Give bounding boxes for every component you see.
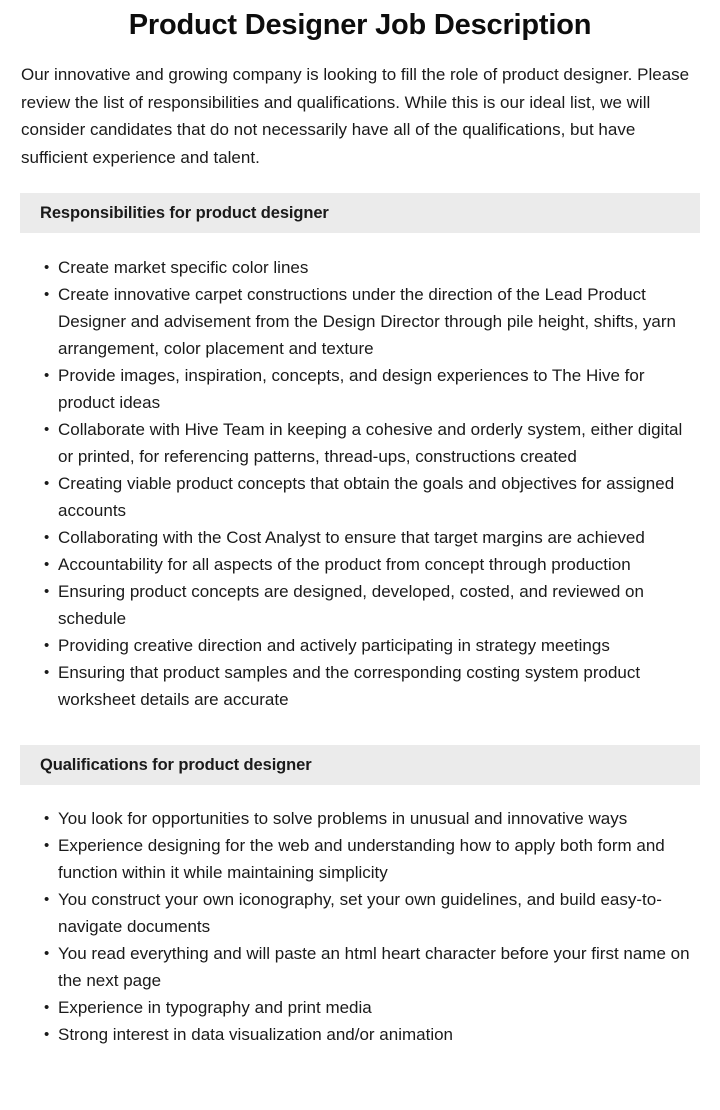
- list-item: • Strong interest in data visualization and/or animation: [44, 1021, 695, 1048]
- section-header-responsibilities: [20, 193, 700, 233]
- list-item: • You construct your own iconography, set your own guidelines, and build easy-to-navigate documents: [44, 886, 695, 940]
- list-item: • Creating viable product concepts that obtain the goals and objectives for assigned accounts: [44, 470, 695, 524]
- qualifications-list: [0, 785, 720, 1048]
- list-item: • Collaborate with Hive Team in keeping a cohesive and orderly system, either digital or printed, for referencing patterns, thread-ups, constructions created: [44, 416, 695, 470]
- section-responsibilities: [0, 193, 720, 713]
- list-item: • Experience designing for the web and understanding how to apply both form and function within it while maintaining simplicity: [44, 832, 695, 886]
- list-item: • Providing creative direction and actively participating in strategy meetings: [44, 632, 695, 659]
- list-item: • Collaborating with the Cost Analyst to ensure that target margins are achieved: [44, 524, 695, 551]
- list-item: • You read everything and will paste an html heart character before your first name on the next page: [44, 940, 695, 994]
- list-item: • Ensuring that product samples and the corresponding costing system product worksheet details are accurate: [44, 659, 695, 713]
- intro-paragraph: Our innovative and growing company is looking to fill the role of product designer. Please review the list of responsibilities and qualifications. While this is our ideal list, we will consider candidates that do not necessarily have all of the qualifications, but have sufficient experience and talent.: [21, 65, 690, 167]
- section-heading-label: Responsibilities for product designer: [40, 203, 329, 222]
- responsibilities-list: [0, 233, 720, 713]
- section-header-qualifications: [20, 745, 700, 785]
- section-qualifications: [0, 745, 720, 1048]
- list-item: • Create innovative carpet constructions under the direction of the Lead Product Designer and advisement from the Design Director through pile height, shifts, yarn arrangement, color placement and texture: [44, 281, 695, 362]
- list-item: • You look for opportunities to solve problems in unusual and innovative ways: [44, 805, 695, 832]
- list-item: • Ensuring product concepts are designed, developed, costed, and reviewed on schedule: [44, 578, 695, 632]
- list-item: • Experience in typography and print media: [44, 994, 695, 1021]
- page-title: Product Designer Job Description: [128, 9, 592, 41]
- list-item: • Create market specific color lines: [44, 254, 695, 281]
- list-item: • Provide images, inspiration, concepts, and design experiences to The Hive for product ideas: [44, 362, 695, 416]
- section-heading-label: Qualifications for product designer: [40, 755, 312, 774]
- list-item: • Accountability for all aspects of the product from concept through production: [44, 551, 695, 578]
